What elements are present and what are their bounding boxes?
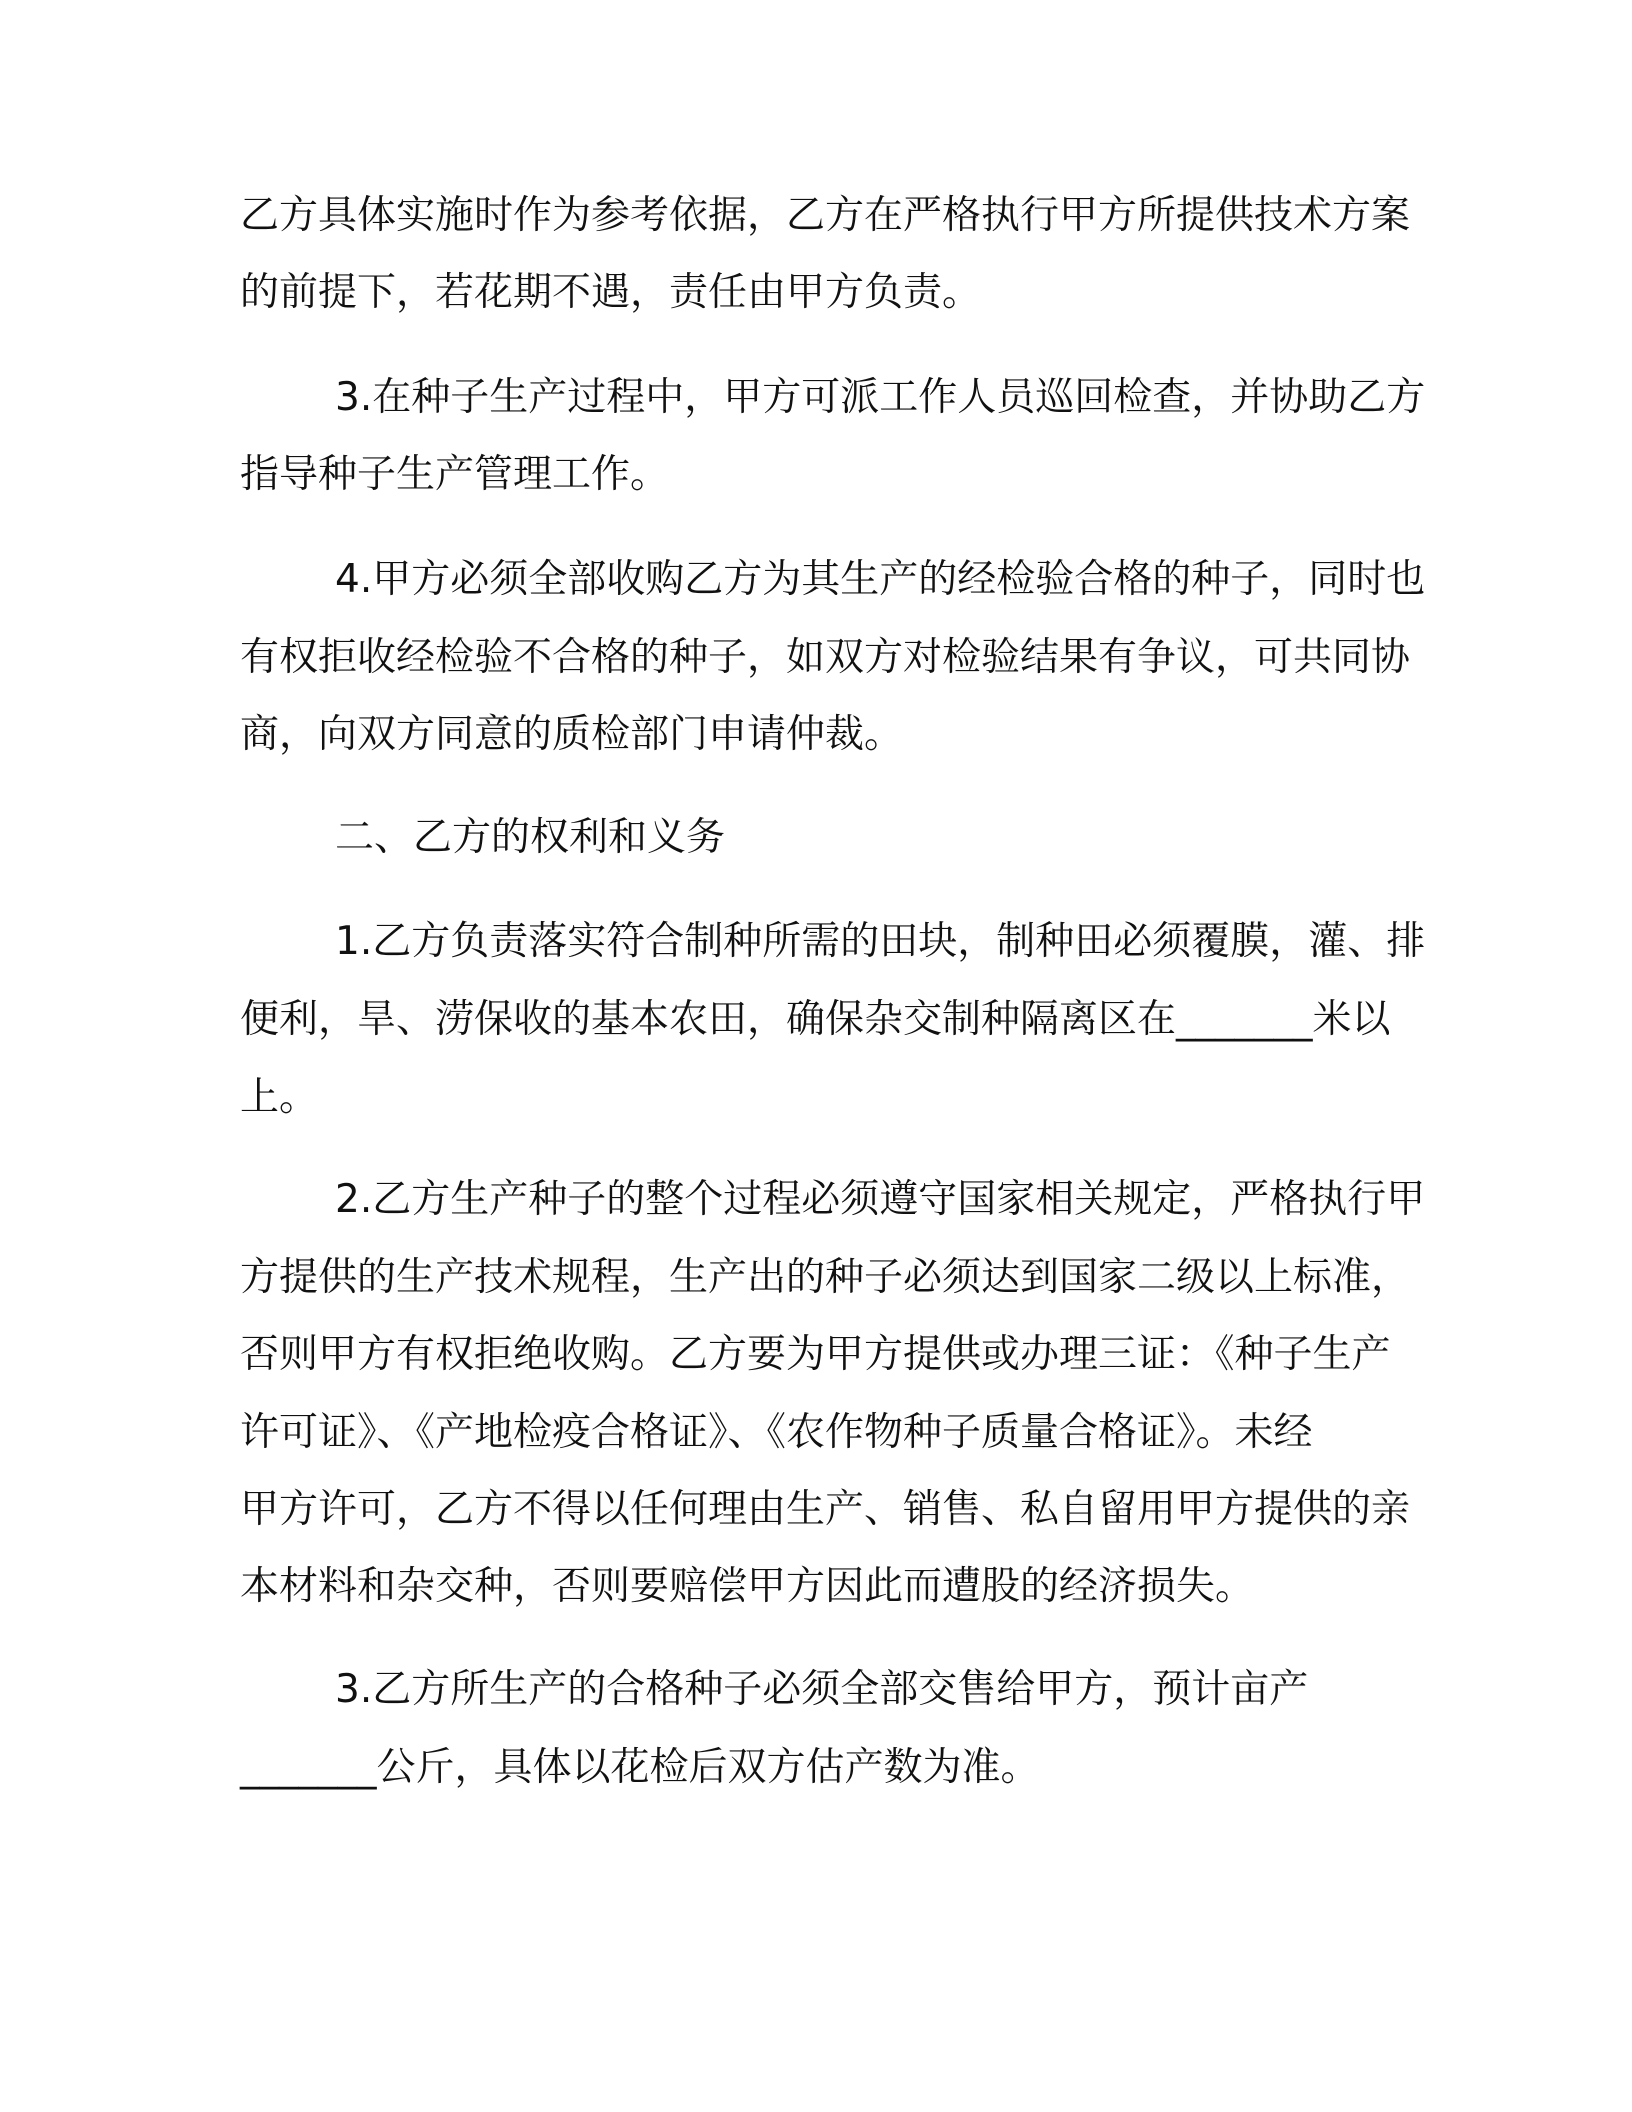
paragraph-line: 方提供的生产技术规程，生产出的种子必须达到国家二级以上标准，: [240, 1255, 1411, 1300]
paragraph-line: 有权拒收经检验不合格的种子，如双方对检验结果有争议，可共同协: [240, 635, 1411, 680]
paragraph-line: 的前提下，若花期不遇，责任由甲方负责。: [240, 270, 982, 315]
paragraph-line: 3.乙方所生产的合格种子必须全部交售给甲方，预计亩产: [335, 1667, 1309, 1712]
paragraph-line: 便利，旱、涝保收的基本农田，确保杂交制种隔离区在_______米以: [240, 997, 1391, 1042]
paragraph-line: 商，向双方同意的质检部门申请仲裁。: [240, 712, 904, 757]
paragraph-line: 许可证》、《产地检疫合格证》、《农作物种子质量合格证》。未经: [240, 1410, 1313, 1455]
paragraph-line: 2.乙方生产种子的整个过程必须遵守国家相关规定，严格执行甲: [335, 1177, 1426, 1222]
paragraph-line: 上。: [240, 1075, 319, 1120]
paragraph-line: 指导种子生产管理工作。: [240, 452, 670, 497]
section-heading: 二、乙方的权利和义务: [335, 815, 726, 860]
paragraph-line: 3.在种子生产过程中，甲方可派工作人员巡回检查，并协助乙方: [335, 375, 1426, 420]
paragraph-line: 4.甲方必须全部收购乙方为其生产的经检验合格的种子，同时也: [335, 557, 1426, 602]
paragraph-line: _______公斤，具体以花检后双方估产数为准。: [240, 1745, 1040, 1790]
paragraph-line: 否则甲方有权拒绝收购。乙方要为甲方提供或办理三证：《种子生产: [240, 1332, 1391, 1377]
paragraph-line: 乙方具体实施时作为参考依据，乙方在严格执行甲方所提供技术方案: [240, 193, 1411, 238]
paragraph-line: 1.乙方负责落实符合制种所需的田块，制种田必须覆膜，灌、排: [335, 919, 1426, 964]
paragraph-line: 甲方许可，乙方不得以任何理由生产、销售、私自留用甲方提供的亲: [240, 1487, 1411, 1532]
paragraph-line: 本材料和杂交种，否则要赔偿甲方因此而遭股的经济损失。: [240, 1564, 1255, 1609]
